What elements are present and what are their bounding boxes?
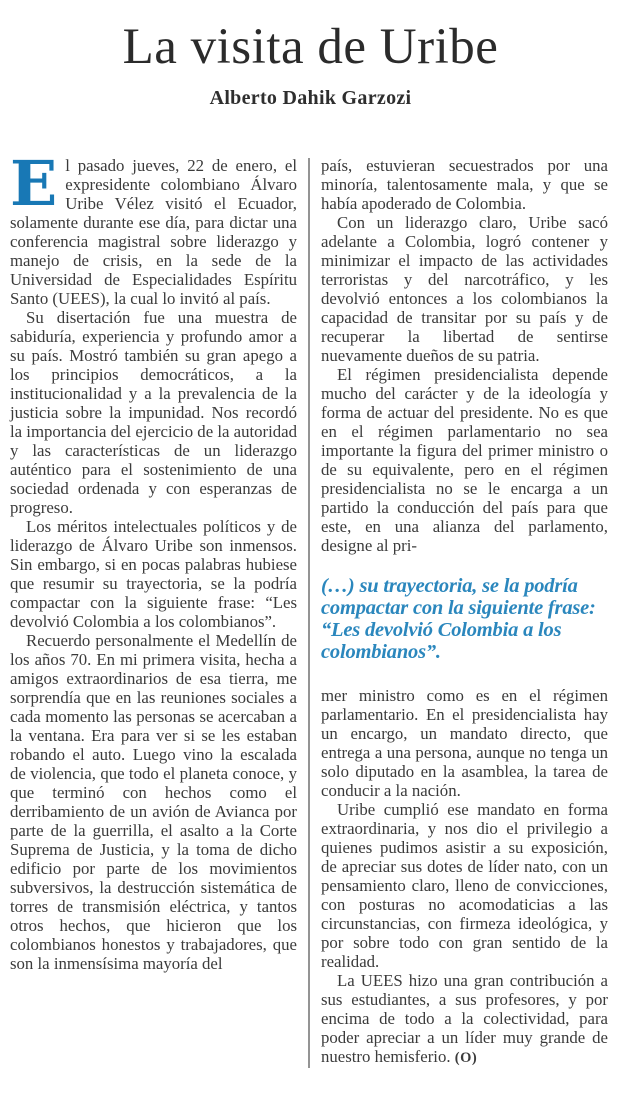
paragraph: Los méritos intelectuales políticos y de liderazgo de Álvaro Uribe son inmensos. Sin embargo, si en pocas palabras hubiese que resumir su trayectoria, se la podría compactar con la siguiente frase: “Les devolvió Colombia a los colombianos”. [10, 517, 297, 631]
paragraph-continuation: país, estuvieran secuestrados por una minoría, talentosamente mala, y que se había apoderado de Colombia. [321, 156, 608, 213]
article-title: La visita de Uribe [122, 19, 499, 75]
end-mark: (O) [454, 1050, 478, 1066]
article-body [10, 147, 611, 1068]
paragraph: Su disertación fue una muestra de sabiduría, experiencia y profundo amor a su país. Mostró también su gran apego a los principios democráticos, a la institucionalidad y a la prevalencia de la justicia sobre la impunidad. Nos recordó la importancia del ejercicio de la autoridad y las características de un liderazgo auténtico para el sostenimiento de una sociedad ordenada y con esperanzas de progreso. [10, 308, 298, 517]
paragraph: Con un liderazgo claro, Uribe sacó adelante a Colombia, logró contener y minimizar el impacto de las actividades terroristas y del narcotráfico, y les devolvió entonces a los colombianos la capacidad de transitar por su país y de recuperar la libertad de sentirse nuevamente dueños de su patria. [321, 213, 608, 365]
left-column [10, 147, 298, 1068]
column-divider [308, 158, 310, 1068]
paragraph: Recuerdo personalmente el Medellín de los años 70. En mi primera visita, hecha a amigos extraordinarios de esa tierra, me sorprendía que en las reuniones sociales a cada momento las personas se acercaban a la ventana. Era para ver si se les estaban robando el auto. Luego vino la escalada de violencia, que todo el planeta conoce, y que terminó con hechos como el derribamiento de un avión de Avianca por parte de la guerrilla, el asalto a la Corte Suprema de Justicia, y la toma de dicho edificio por parte de los movimientos subversivos, la destrucción sistemática de torres de transmisión eléctrica, y tantos otros hechos, que hicieron que los colombianos honestos y trabajadores, que son la inmensísima mayoría del [10, 631, 297, 973]
closing-paragraph-text: La UEES hizo una gran contribución a sus estudiantes, a sus profesores, y por encima de todo a la colectividad, para poder apreciar a un líder muy grande de nuestro hemisferio. [321, 971, 608, 1066]
pull-quote: (…) su trayectoria, se la podría compactar con la siguiente frase: “Les devolvió Colombia a los colombianos”. [321, 575, 596, 663]
drop-cap: E [10, 147, 58, 220]
lead-paragraph [10, 147, 297, 308]
paragraph-continuation: mer ministro como es en el régimen parlamentario. En el presidencialista hay un encargo, un mandato directo, que entrega a una persona, aunque no tenga un solo diputado en la asamblea, la tarea de conducir a la nación. [321, 686, 608, 800]
paragraph: El régimen presidencialista depende mucho del carácter y de la ideología y forma de actuar del presidente. No es que en el régimen parlamentario no sea importante la figura del primer ministro o de su equivalente, pero en el régimen presidencialista no se le encarga a un partido la conducción del país para que este, en una alianza del parlamento, designe al pri- [321, 365, 608, 555]
closing-paragraph [321, 971, 608, 1068]
article-byline: Alberto Dahik Garzozi [209, 87, 412, 109]
lead-text: l pasado jueves, 22 de enero, el expresidente colombiano Álvaro Uribe Vélez visitó el Ecuador, solamente durante ese día, para dictar una conferencia magistral sobre liderazgo y manejo de crisis, en la sede de la Universidad de Especialidades Espíritu Santo (UEES), la cual lo invitó al país. [10, 156, 297, 308]
paragraph: Uribe cumplió ese mandato en forma extraordinaria, y nos dio el privilegio a quienes pudimos asistir a su exposición, de apreciar sus dotes de líder nato, con un pensamiento claro, lleno de convicciones, con posturas no acomodaticias a las circunstancias, con firmeza ideológica, y por sobre todo con gran sentido de la realidad. [321, 800, 608, 971]
right-column [321, 156, 608, 1068]
